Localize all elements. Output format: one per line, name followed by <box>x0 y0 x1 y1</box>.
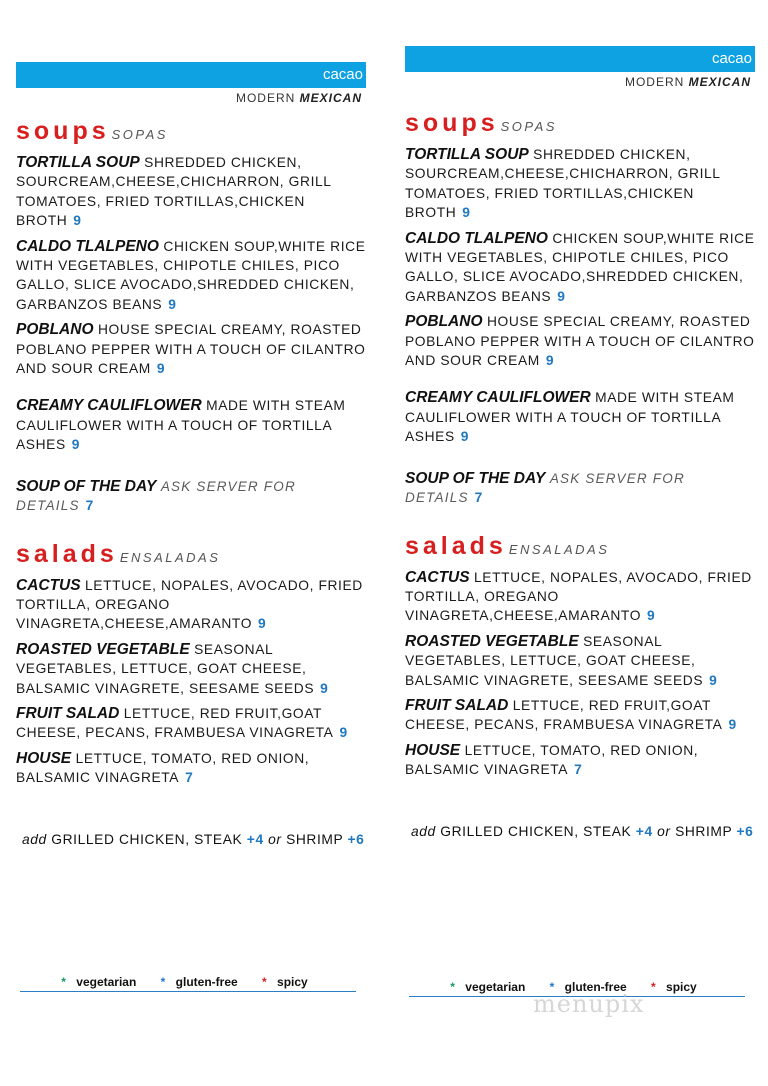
menu-item: CREAMY CAULIFLOWER MADE WITH STEAM CAULIFLOWER WITH A TOUCH OF TORTILLA ASHES 9 <box>16 397 346 453</box>
menu-item: CALDO TLALPENO CHICKEN SOUP,WHITE RICE WITH VEGETABLES, CHIPOTLE CHILES, PICO GALLO, SLICE AVOCADO,SHREDDED CHICKEN, GARBANZOS BEANS 9 <box>16 237 366 312</box>
star-icon: * <box>651 980 656 994</box>
menu-item: TORTILLA SOUP SHREDDED CHICKEN, SOURCREAM,CHEESE,CHICHARRON, GRILL TOMATOES, FRIED TORTILLAS,CHICKEN BROTH 9 <box>405 146 721 221</box>
menu-item: CREAMY CAULIFLOWER MADE WITH STEAM CAULIFLOWER WITH A TOUCH OF TORTILLA ASHES 9 <box>405 389 735 445</box>
menu-item: HOUSE LETTUCE, TOMATO, RED ONION, BALSAMIC VINAGRETA 7 <box>16 749 310 786</box>
section-title-soups: soups SOPAS <box>16 117 168 145</box>
star-icon: * <box>262 975 267 989</box>
star-icon: * <box>450 980 455 994</box>
menu-item: POBLANO HOUSE SPECIAL CREAMY, ROASTED POBLANO PEPPER WITH A TOUCH OF CILANTRO AND SOUR CREAM 9 <box>405 313 755 369</box>
section-title-soups: soups SOPAS <box>405 109 557 137</box>
watermark: menupix <box>533 990 645 1018</box>
menu-column-right <box>405 46 755 839</box>
brand-name: cacao <box>322 66 363 83</box>
menu-item: POBLANO HOUSE SPECIAL CREAMY, ROASTED POBLANO PEPPER WITH A TOUCH OF CILANTRO AND SOUR CREAM 9 <box>16 321 366 377</box>
brand-bar <box>16 62 366 88</box>
menu-item: SOUP OF THE DAY ASK SERVER FOR DETAILS 7 <box>16 477 296 514</box>
menu-item: HOUSE LETTUCE, TOMATO, RED ONION, BALSAMIC VINAGRETA 7 <box>405 741 699 778</box>
star-icon: * <box>160 975 166 989</box>
menu-item: ROASTED VEGETABLE SEASONAL VEGETABLES, LETTUCE, GOAT CHEESE, BALSAMIC VINAGRETE, SEESAME SEEDS 9 <box>16 640 329 696</box>
brand-bar <box>405 46 755 72</box>
menu-column-left <box>16 62 366 847</box>
diet-legend: * vegetarian * gluten-free * spicy <box>20 975 356 992</box>
section-title-salads: salads ENSALADAS <box>16 539 221 568</box>
diet-legend: * vegetarian * gluten-free * spicy <box>409 980 745 997</box>
menu-item: SOUP OF THE DAY ASK SERVER FOR DETAILS 7 <box>405 469 685 506</box>
star-icon: * <box>549 980 555 994</box>
addon-line: add GRILLED CHICKEN, STEAK +4 or SHRIMP +6 <box>411 823 754 839</box>
addon-line: add GRILLED CHICKEN, STEAK +4 or SHRIMP +6 <box>22 831 365 847</box>
star-icon: * <box>61 975 66 989</box>
brand-tagline: MODERN MEXICAN <box>624 75 751 89</box>
brand-name: cacao <box>711 50 752 67</box>
menu-item: FRUIT SALAD LETTUCE, RED FRUIT,GOAT CHEESE, PECANS, FRAMBUESA VINAGRETA 9 <box>405 696 737 733</box>
menu-item: ROASTED VEGETABLE SEASONAL VEGETABLES, LETTUCE, GOAT CHEESE, BALSAMIC VINAGRETE, SEESAME SEEDS 9 <box>405 632 718 688</box>
menu-item: CACTUS LETTUCE, NOPALES, AVOCADO, FRIED TORTILLA, OREGANO VINAGRETA,CHEESE,AMARANTO 9 <box>16 576 363 632</box>
brand-tagline: MODERN MEXICAN <box>235 91 362 105</box>
menu-item: FRUIT SALAD LETTUCE, RED FRUIT,GOAT CHEESE, PECANS, FRAMBUESA VINAGRETA 9 <box>16 704 348 741</box>
menu-item: CACTUS LETTUCE, NOPALES, AVOCADO, FRIED TORTILLA, OREGANO VINAGRETA,CHEESE,AMARANTO 9 <box>405 568 752 624</box>
menu-item: TORTILLA SOUP SHREDDED CHICKEN, SOURCREAM,CHEESE,CHICHARRON, GRILL TOMATOES, FRIED TORTILLAS,CHICKEN BROTH 9 <box>16 154 332 229</box>
section-title-salads: salads ENSALADAS <box>405 531 610 560</box>
menu-item: CALDO TLALPENO CHICKEN SOUP,WHITE RICE WITH VEGETABLES, CHIPOTLE CHILES, PICO GALLO, SLICE AVOCADO,SHREDDED CHICKEN, GARBANZOS BEANS 9 <box>405 229 755 304</box>
